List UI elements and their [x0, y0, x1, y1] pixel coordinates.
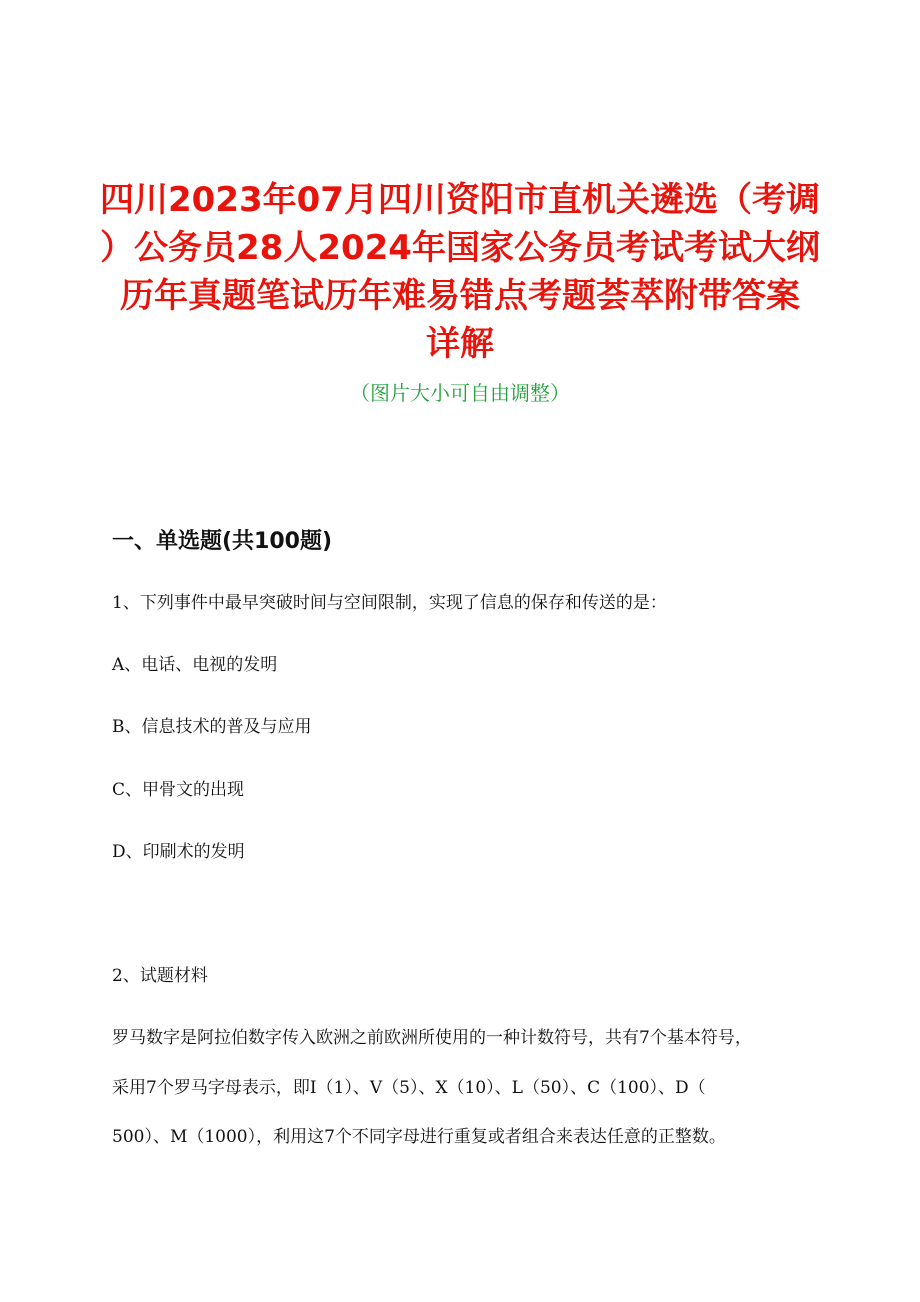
question-2-material-line-2: 采用7个罗马字母表示，即Ⅰ（1）、Ⅴ（5）、Ⅹ（10）、L（50）、C（100）、D（: [112, 1078, 706, 1098]
document-title: [60, 176, 860, 368]
section-heading: 一、单选题(共100题): [112, 529, 333, 554]
question-2-material-line-3: 500）、M（1000），利用这7个不同字母进行重复或者组合来表达任意的正整数。: [112, 1127, 726, 1147]
question-1-option-d: D、印刷术的发明: [112, 842, 245, 862]
title-line-4: 详解: [426, 324, 494, 364]
title-line-2: ）公务员28人2024年国家公务员考试考试大纲: [100, 228, 820, 268]
title-line-1: 四川2023年07月四川资阳市直机关遴选（考调: [100, 180, 820, 220]
question-2-stem: 2、试题材料: [112, 966, 208, 986]
title-line-3: 历年真题笔试历年难易错点考题荟萃附带答案: [120, 276, 800, 316]
question-1-option-b: B、信息技术的普及与应用: [112, 717, 312, 737]
question-1-stem: 1、下列事件中最早突破时间与空间限制，实现了信息的保存和传送的是：: [112, 593, 667, 613]
document-subtitle: （图片大小可自由调整）: [350, 381, 570, 405]
question-1-option-c: C、甲骨文的出现: [112, 780, 245, 800]
question-1-option-a: A、电话、电视的发明: [112, 655, 278, 675]
question-2-material-line-1: 罗马数字是阿拉伯数字传入欧洲之前欧洲所使用的一种计数符号，共有7个基本符号，: [112, 1028, 752, 1048]
